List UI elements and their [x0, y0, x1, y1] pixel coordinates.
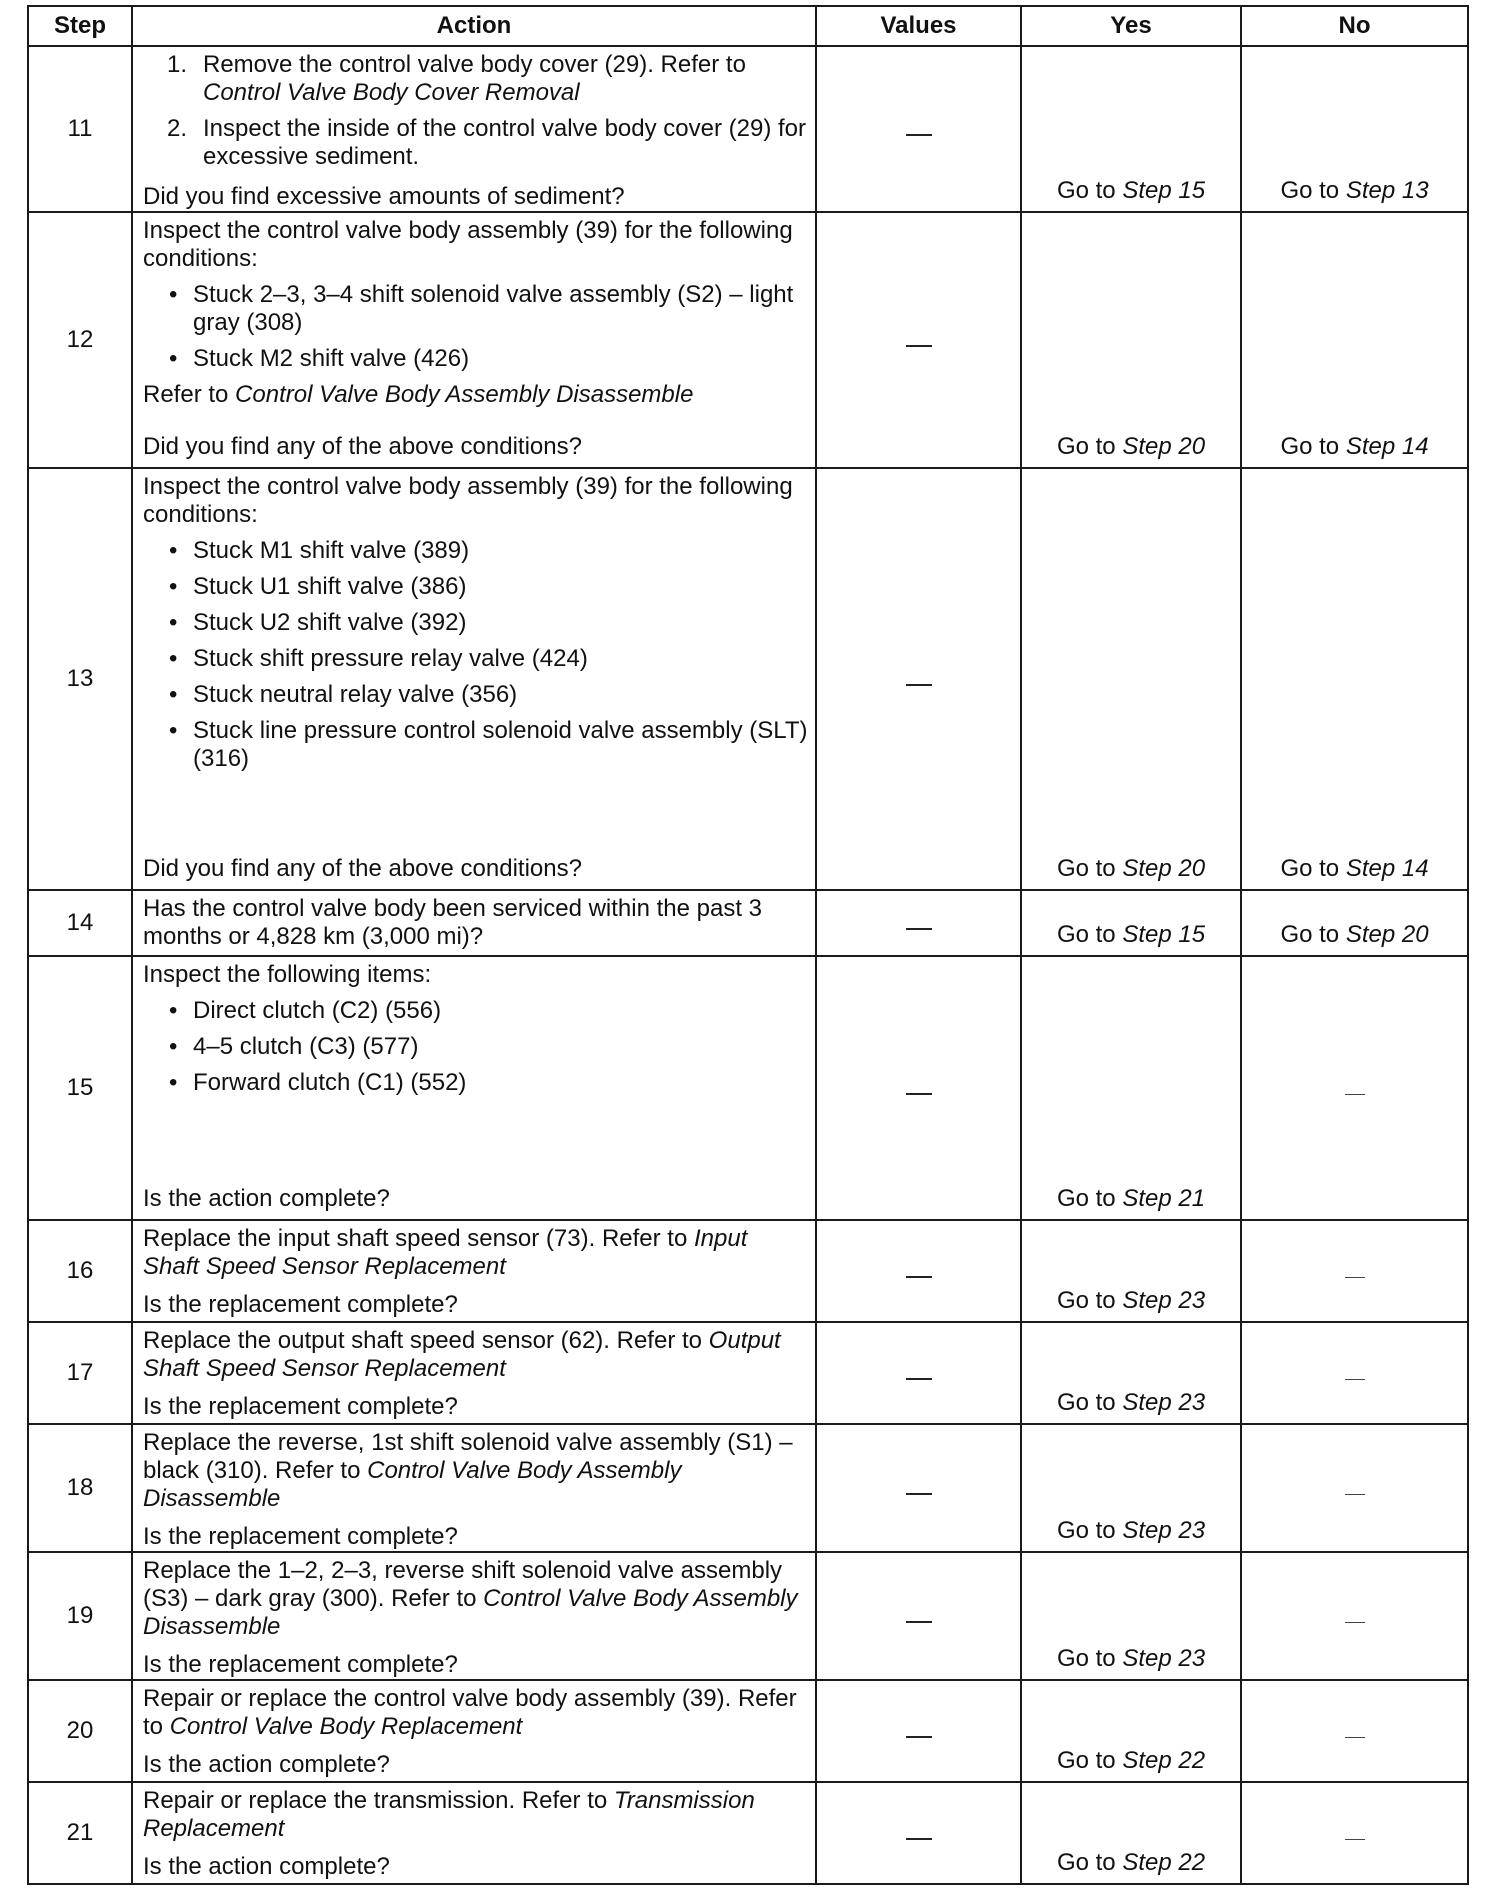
action-cell [132, 1322, 816, 1424]
values-cell [816, 46, 1021, 212]
action-text: Inspect the inside of the control valve body cover (29) for excessive sediment. [203, 115, 806, 170]
item-text: 4–5 clutch (C3) (577) [193, 1033, 419, 1060]
bullet-list-item [143, 281, 809, 337]
action-lines [143, 1225, 809, 1287]
bullet-icon: • [169, 609, 178, 636]
goto-prefix: Go to [1056, 1389, 1123, 1416]
action-content [143, 1429, 809, 1550]
goto-prefix: Go to [1056, 855, 1123, 882]
bullet-list-item [143, 997, 809, 1025]
table-body [28, 46, 1468, 1884]
yes-cell [1021, 46, 1241, 212]
goto-prefix: Go to [1280, 433, 1346, 460]
step-number: 18 [28, 1424, 132, 1552]
bullet-icon: • [169, 1069, 178, 1096]
reference-link[interactable]: Control Valve Body Cover Removal [203, 79, 580, 106]
yes-cell [1021, 468, 1241, 890]
bullet-icon: • [169, 1033, 178, 1060]
yes-cell [1021, 1782, 1241, 1884]
action-cell [132, 890, 816, 956]
goto-link[interactable] [1022, 1185, 1240, 1217]
goto-link[interactable] [1022, 1287, 1240, 1319]
action-lines [143, 1557, 809, 1647]
goto-step: Step 23 [1122, 1645, 1206, 1672]
action-paragraph [143, 1685, 809, 1741]
item-text: Stuck U2 shift valve (392) [193, 609, 467, 636]
goto-prefix: Go to [1056, 1185, 1123, 1212]
action-paragraph [143, 1327, 809, 1383]
goto-step: Step 22 [1122, 1849, 1206, 1876]
no-cell [1241, 1424, 1468, 1552]
table-row [28, 1782, 1468, 1884]
goto-step: Step 14 [1345, 433, 1429, 460]
action-content [143, 895, 809, 949]
bullet-list-item [143, 609, 809, 637]
dash-mark [906, 928, 932, 930]
goto-link[interactable] [1242, 177, 1467, 209]
action-text: Replace the 1–2, 2–3, reverse shift solenoid valve assembly (S3) – dark gray (300). Refer to [143, 1557, 783, 1612]
goto-link[interactable] [1242, 921, 1467, 953]
yes-cell [1021, 1322, 1241, 1424]
action-text: Refer to [143, 381, 236, 408]
diagnostic-table [27, 5, 1469, 1885]
action-paragraph [143, 1225, 809, 1281]
action-paragraph: Inspect the control valve body assembly (39) for the following conditions: [143, 473, 793, 528]
action-cell [132, 1680, 816, 1782]
table-row [28, 212, 1468, 468]
step-number: 21 [28, 1782, 132, 1884]
goto-prefix: Go to [1056, 1517, 1123, 1544]
step-number: 19 [28, 1552, 132, 1680]
header-step: Step [28, 6, 132, 46]
action-cell [132, 1552, 816, 1680]
step-number: 12 [28, 212, 132, 468]
action-text: Remove the control valve body cover (29). Refer to [203, 51, 746, 78]
item-number: 2. [167, 115, 188, 142]
yes-cell [1021, 1552, 1241, 1680]
bullet-list-item [143, 345, 809, 373]
action-question: Is the replacement complete? [143, 1651, 458, 1678]
step-number: 13 [28, 468, 132, 890]
header-yes: Yes [1021, 6, 1241, 46]
dash-mark [906, 1736, 932, 1738]
bullet-list-item [143, 1033, 809, 1061]
action-question: Is the action complete? [143, 1853, 390, 1880]
header-values: Values [816, 6, 1021, 46]
dash-mark [906, 1093, 932, 1095]
table-row [28, 1424, 1468, 1552]
bullet-list [143, 997, 809, 1097]
action-lines [143, 895, 809, 957]
item-text: Stuck shift pressure relay valve (424) [193, 645, 588, 672]
goto-step: Step 23 [1122, 1389, 1206, 1416]
no-cell [1241, 1220, 1468, 1322]
action-cell [132, 1424, 816, 1552]
dash-mark [906, 1378, 932, 1380]
action-cell [132, 46, 816, 212]
no-cell [1241, 1322, 1468, 1424]
action-question: Did you find any of the above conditions? [143, 855, 582, 882]
header-row [28, 6, 1468, 46]
goto-prefix: Go to [1056, 1645, 1123, 1672]
no-cell [1241, 1552, 1468, 1680]
no-cell [1241, 468, 1468, 890]
table-row [28, 1322, 1468, 1424]
table-row [28, 1552, 1468, 1680]
header-action: Action [132, 6, 816, 46]
action-cell [132, 212, 816, 468]
table-row [28, 956, 1468, 1220]
goto-step: Step 15 [1122, 921, 1206, 948]
no-cell [1241, 46, 1468, 212]
dash-mark [1345, 1494, 1365, 1495]
action-text: Replace the input shaft speed sensor (73). Refer to [143, 1225, 694, 1252]
action-content [143, 217, 809, 461]
action-text: Replace the reverse, 1st shift solenoid valve assembly (S1) – black (310). Refer to [143, 1429, 793, 1484]
action-lines [143, 1429, 809, 1519]
goto-link[interactable] [1022, 1747, 1240, 1779]
action-paragraph [143, 1557, 809, 1641]
goto-step: Step 21 [1122, 1185, 1206, 1212]
values-cell [816, 1220, 1021, 1322]
bullet-icon: • [169, 681, 178, 708]
action-paragraph: Inspect the following items: [143, 961, 432, 988]
action-lines [143, 1327, 809, 1389]
header-no: No [1241, 6, 1468, 46]
bullet-icon: • [169, 997, 178, 1024]
table-row [28, 46, 1468, 212]
numbered-list [143, 51, 809, 171]
item-text: Stuck M2 shift valve (426) [193, 345, 470, 372]
yes-cell [1021, 890, 1241, 956]
bullet-icon: • [169, 645, 178, 672]
action-text: Repair or replace the control valve body assembly (39). Refer to [143, 1685, 797, 1740]
goto-step: Step 14 [1345, 855, 1429, 882]
dash-mark [906, 1838, 932, 1840]
action-lines [143, 217, 809, 415]
dash-mark [906, 345, 932, 347]
action-question: Did you find excessive amounts of sediment? [143, 183, 625, 210]
reference-link[interactable]: Input Shaft Speed Sensor Replacement [143, 1225, 748, 1280]
goto-link[interactable] [1022, 1645, 1240, 1677]
item-text [203, 51, 809, 107]
goto-link[interactable] [1022, 1389, 1240, 1421]
goto-link[interactable] [1022, 1849, 1240, 1881]
bullet-list-item [143, 681, 809, 709]
table-row [28, 468, 1468, 890]
dash-mark [906, 684, 932, 686]
values-cell [816, 1552, 1021, 1680]
bullet-icon: • [169, 345, 178, 372]
dash-mark [1345, 1737, 1365, 1738]
item-text: Stuck neutral relay valve (356) [193, 681, 518, 708]
action-cell [132, 956, 816, 1220]
action-content [143, 1557, 809, 1678]
dash-mark [906, 1276, 932, 1278]
goto-prefix: Go to [1056, 433, 1123, 460]
action-question: Is the action complete? [143, 1751, 390, 1778]
values-cell [816, 956, 1021, 1220]
dash-mark [1345, 1094, 1365, 1095]
dash-mark [1345, 1839, 1365, 1840]
values-cell [816, 1322, 1021, 1424]
goto-link[interactable] [1022, 921, 1240, 953]
goto-link[interactable] [1242, 433, 1467, 465]
action-lines [143, 473, 809, 781]
action-content [143, 1787, 809, 1880]
goto-link[interactable] [1022, 433, 1240, 465]
yes-cell [1021, 1220, 1241, 1322]
goto-step: Step 13 [1345, 177, 1429, 204]
action-text: Repair or replace the transmission. Refer to [143, 1787, 614, 1814]
action-cell [132, 1220, 816, 1322]
table-row [28, 1680, 1468, 1782]
item-text: Direct clutch (C2) (556) [193, 997, 442, 1024]
item-text: Stuck 2–3, 3–4 shift solenoid valve assembly (S2) – light gray (308) [193, 281, 794, 336]
action-content [143, 1225, 809, 1318]
bullet-list [143, 537, 809, 773]
action-content [143, 1327, 809, 1420]
action-content [143, 1685, 809, 1778]
no-cell [1241, 1680, 1468, 1782]
goto-prefix: Go to [1280, 177, 1346, 204]
table-row [28, 1220, 1468, 1322]
no-cell [1241, 1782, 1468, 1884]
values-cell [816, 1782, 1021, 1884]
step-number: 20 [28, 1680, 132, 1782]
step-number: 15 [28, 956, 132, 1220]
yes-cell [1021, 212, 1241, 468]
goto-step: Step 15 [1122, 177, 1206, 204]
goto-prefix: Go to [1280, 921, 1346, 948]
goto-link[interactable] [1022, 177, 1240, 209]
action-lines [143, 1787, 809, 1849]
bullet-icon: • [169, 573, 178, 600]
yes-cell [1021, 1680, 1241, 1782]
dash-mark [906, 1621, 932, 1623]
goto-prefix: Go to [1056, 177, 1123, 204]
action-question: Is the action complete? [143, 1185, 390, 1212]
item-text: Forward clutch (C1) (552) [193, 1069, 467, 1096]
item-text [203, 115, 809, 171]
bullet-list-item [143, 573, 809, 601]
action-lines [143, 961, 809, 1105]
reference-link[interactable]: Control Valve Body Assembly Disassemble [143, 1457, 682, 1512]
table-row [28, 890, 1468, 956]
action-text: Replace the output shaft speed sensor (62). Refer to [143, 1327, 709, 1354]
step-number: 11 [28, 46, 132, 212]
item-number: 1. [167, 51, 188, 78]
goto-prefix: Go to [1056, 1747, 1123, 1774]
yes-cell [1021, 956, 1241, 1220]
action-paragraph: Inspect the control valve body assembly (39) for the following conditions: [143, 217, 793, 272]
item-text: Stuck M1 shift valve (389) [193, 537, 470, 564]
values-cell [816, 1424, 1021, 1552]
action-content [143, 961, 809, 1213]
yes-cell [1021, 1424, 1241, 1552]
action-paragraph: Has the control valve body been serviced within the past 3 months or 4,828 km (3,000 mi)? [143, 895, 763, 950]
reference-link[interactable]: Transmission Replacement [143, 1787, 755, 1842]
bullet-icon: • [169, 717, 178, 744]
reference-link[interactable]: Output Shaft Speed Sensor Replacement [143, 1327, 781, 1382]
step-number: 16 [28, 1220, 132, 1322]
action-question: Is the replacement complete? [143, 1393, 458, 1420]
reference-link[interactable]: Control Valve Body Assembly Disassemble [143, 1585, 798, 1640]
bullet-list [143, 281, 809, 373]
item-text: Stuck line pressure control solenoid valve assembly (SLT) (316) [193, 717, 808, 772]
bullet-icon: • [169, 281, 178, 308]
action-content [143, 473, 809, 883]
goto-step: Step 20 [1122, 855, 1206, 882]
action-paragraph [143, 381, 809, 409]
action-paragraph [143, 1787, 809, 1843]
action-question: Did you find any of the above conditions? [143, 433, 582, 460]
action-question: Is the replacement complete? [143, 1291, 458, 1318]
dash-mark [906, 134, 932, 136]
goto-prefix: Go to [1056, 1287, 1123, 1314]
dash-mark [1345, 1379, 1365, 1380]
reference-link[interactable]: Control Valve Body Replacement [169, 1713, 523, 1740]
dash-mark [1345, 1277, 1365, 1278]
item-text: Stuck U1 shift valve (386) [193, 573, 467, 600]
values-cell [816, 1680, 1021, 1782]
values-cell [816, 212, 1021, 468]
action-question: Is the replacement complete? [143, 1523, 458, 1550]
goto-prefix: Go to [1056, 1849, 1123, 1876]
step-number: 17 [28, 1322, 132, 1424]
reference-link[interactable]: Control Valve Body Assembly Disassemble [235, 381, 694, 408]
bullet-list-item [143, 645, 809, 673]
no-cell [1241, 956, 1468, 1220]
action-paragraph [143, 1429, 809, 1513]
numbered-list-item [143, 51, 809, 107]
goto-prefix: Go to [1056, 921, 1123, 948]
step-number: 14 [28, 890, 132, 956]
bullet-icon: • [169, 537, 178, 564]
goto-link[interactable] [1242, 855, 1467, 887]
values-cell [816, 468, 1021, 890]
action-cell [132, 468, 816, 890]
goto-step: Step 20 [1345, 921, 1429, 948]
bullet-list-item [143, 537, 809, 565]
action-lines [143, 51, 809, 179]
goto-step: Step 22 [1122, 1747, 1206, 1774]
no-cell [1241, 212, 1468, 468]
numbered-list-item [143, 115, 809, 171]
goto-prefix: Go to [1280, 855, 1346, 882]
no-cell [1241, 890, 1468, 956]
action-cell [132, 1782, 816, 1884]
goto-link[interactable] [1022, 1517, 1240, 1549]
values-cell [816, 890, 1021, 956]
goto-link[interactable] [1022, 855, 1240, 887]
action-content [143, 51, 809, 210]
goto-step: Step 20 [1122, 433, 1206, 460]
goto-step: Step 23 [1122, 1517, 1206, 1544]
bullet-list-item [143, 717, 809, 773]
dash-mark [906, 1493, 932, 1495]
dash-mark [1345, 1622, 1365, 1623]
bullet-list-item [143, 1069, 809, 1097]
action-lines [143, 1685, 809, 1747]
goto-step: Step 23 [1122, 1287, 1206, 1314]
